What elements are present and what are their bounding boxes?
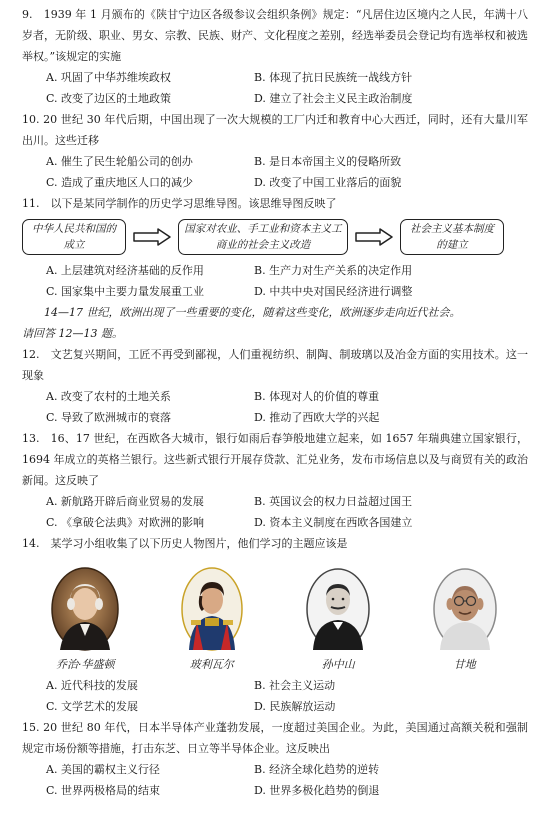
option-a: A. 美国的霸权主义行径: [46, 763, 160, 776]
section-intro-instruction: 请回答 12—13 题。: [22, 327, 123, 340]
mind-map-flowchart: [22, 217, 528, 257]
option-c: C. 文学艺术的发展: [46, 700, 139, 713]
sun-yat-sen-portrait: [303, 566, 373, 652]
question-12-options: [22, 386, 528, 428]
caption-washington: 乔治·华盛顿: [56, 658, 115, 671]
option-c: C. 造成了重庆地区人口的减少: [46, 176, 194, 189]
question-11-stem: 11. 以下是某同学制作的历史学习思维导图。该思维导图反映了: [22, 197, 337, 210]
option-c: C. 改变了边区的土地政策: [46, 92, 172, 105]
option-d: D. 建立了社会主义民主政治制度: [254, 92, 413, 105]
right-arrow-icon: [132, 227, 172, 247]
question-14-stem: 14. 某学习小组收集了以下历史人物图片，他们学习的主题应该是: [22, 537, 348, 550]
section-intro: 14—17 世纪，欧洲出现了一些重要的变化，随着这些变化，欧洲逐步走向近代社会。: [44, 306, 461, 319]
exam-page: [22, 4, 528, 801]
caption-sun-yat-sen: 孙中山: [321, 658, 355, 671]
right-arrow-icon: [354, 227, 394, 247]
portrait-row: [22, 562, 528, 652]
caption-bolivar: 玻利瓦尔: [189, 658, 234, 671]
option-d: D. 改变了中国工业落后的面貌: [254, 176, 402, 189]
option-c: C. 《拿破仑法典》对欧洲的影响: [46, 516, 205, 529]
question-9-options: [22, 67, 528, 109]
question-9-stem: 9. 1939 年 1 月颁布的《陕甘宁边区各级参议会组织条例》规定：“凡居住边区境内之人民，年满十八岁者，无阶级、职业、男女、宗教、民族、财产、文化程度之差别，经选举委员会登记均有选举权和被选举权。”该规定的实施: [22, 8, 528, 63]
option-b: B. 英国议会的权力日益超过国王: [254, 495, 413, 508]
option-a: A. 新航路开辟后商业贸易的发展: [46, 495, 204, 508]
gandhi-portrait: [430, 566, 500, 652]
question-11-options: [22, 260, 528, 302]
option-b: B. 体现了抗日民族统一战线方针: [254, 71, 413, 84]
caption-gandhi: 甘地: [453, 658, 476, 671]
option-c: C. 导致了欧洲城市的衰落: [46, 411, 172, 424]
flow-box-2: 国家对农业、手工业和资本主义工商业的社会主义改造: [178, 219, 348, 255]
option-d: D. 推动了西欧大学的兴起: [254, 411, 380, 424]
question-10-options: [22, 151, 528, 193]
washington-portrait: [50, 566, 120, 652]
option-a: A. 巩固了中华苏维埃政权: [46, 71, 171, 84]
portrait-names: [22, 654, 528, 675]
option-d: D. 中共中央对国民经济进行调整: [254, 285, 413, 298]
option-b: B. 经济全球化趋势的逆转: [254, 763, 380, 776]
option-b: B. 生产力对生产关系的决定作用: [254, 264, 413, 277]
option-c: C. 世界两极格局的结束: [46, 784, 161, 797]
option-a: A. 近代科技的发展: [46, 679, 138, 692]
option-d: D. 世界多极化趋势的倒退: [254, 784, 380, 797]
option-d: D. 民族解放运动: [254, 700, 336, 713]
question-13-options: [22, 491, 528, 533]
option-b: B. 社会主义运动: [254, 679, 336, 692]
option-a: A. 催生了民生轮船公司的创办: [46, 155, 193, 168]
option-a: A. 上层建筑对经济基础的反作用: [46, 264, 204, 277]
option-a: A. 改变了农村的土地关系: [46, 390, 171, 403]
question-15-options: [22, 759, 528, 801]
flow-box-3: 社会主义基本制度的建立: [400, 219, 504, 255]
question-13-stem: 13. 16、17 世纪，在西欧各大城市，银行如雨后春笋般地建立起来，如 1657 年瑞典建立国家银行，1694 年成立的英格兰银行。这些新式银行开展存贷款、汇兑业务，发布市场信息以及与商贸有关的政治新闻。这反映了: [22, 432, 528, 487]
question-12-stem: 12. 文艺复兴期间，工匠不再受到鄙视，人们重视纺织、制陶、制玻璃以及冶金方面的实用技术。这一现象: [22, 348, 528, 382]
option-b: B. 是日本帝国主义的侵略所致: [254, 155, 402, 168]
option-c: C. 国家集中主要力量发展重工业: [46, 285, 205, 298]
question-14-options: [22, 675, 528, 717]
option-d: D. 资本主义制度在西欧各国建立: [254, 516, 413, 529]
question-15-stem: 15. 20 世纪 80 年代，日本半导体产业蓬勃发展，一度超过美国企业。为此，美国通过高额关税和强制规定市场份额等措施，打击东芝、日立等半导体企业。这反映出: [22, 721, 528, 755]
question-10-stem: 10. 20 世纪 30 年代后期，中国出现了一次大规模的工厂内迁和教育中心大西迁，同时，还有大量川军出川。这些迁移: [22, 113, 528, 147]
option-b: B. 体现对人的价值的尊重: [254, 390, 380, 403]
bolivar-portrait: [177, 566, 247, 652]
flow-box-1: 中华人民共和国的成立: [22, 219, 126, 255]
